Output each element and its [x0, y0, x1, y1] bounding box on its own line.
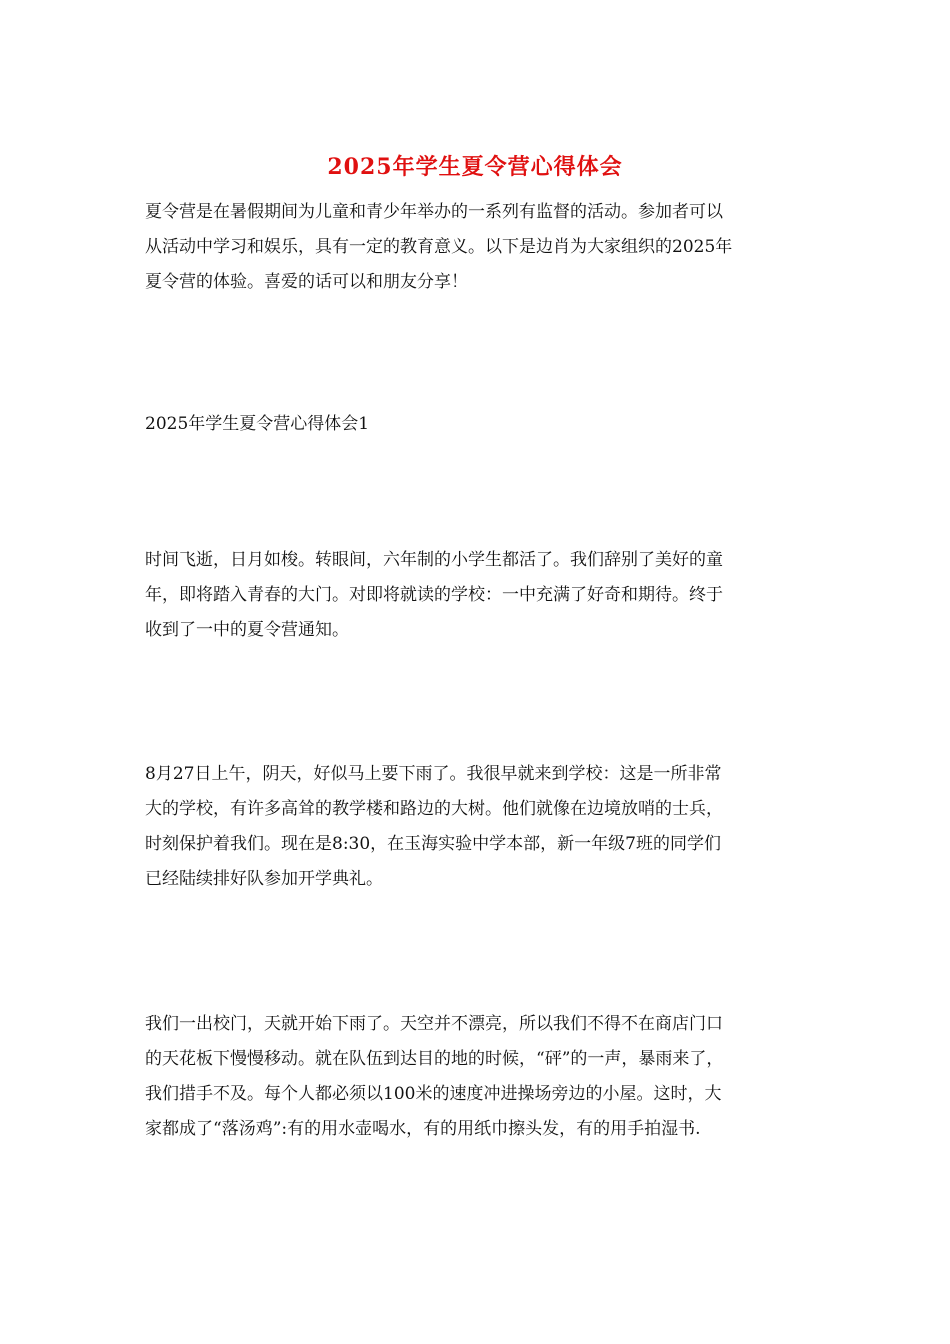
paragraph-line: 已经陆续排好队参加开学典礼。 [145, 869, 383, 889]
body-paragraph-3 [145, 1007, 810, 1147]
body-paragraph-2 [145, 757, 810, 897]
paragraph-line: 从活动中学习和娱乐，具有一定的教育意义。以下是边肖为大家组织的2025年 [145, 237, 733, 257]
paragraph-line: 年，即将踏入青春的大门。对即将就读的学校：一中充满了好奇和期待。终于 [145, 585, 723, 605]
paragraph-line: 夏令营是在暑假期间为儿童和青少年举办的一系列有监督的活动。参加者可以 [145, 202, 723, 222]
intro-paragraph [145, 195, 810, 300]
section-heading [145, 407, 810, 442]
paragraph-line: 家都成了“落汤鸡”:有的用水壶喝水，有的用纸巾擦头发，有的用手拍湿书. [145, 1119, 701, 1139]
body-paragraph-1 [145, 543, 810, 648]
section-heading-text: 2025年学生夏令营心得体会1 [145, 414, 370, 434]
paragraph-line: 我们一出校门，天就开始下雨了。天空并不漂亮，所以我们不得不在商店门口 [145, 1014, 723, 1034]
paragraph-line: 时间飞逝，日月如梭。转眼间，六年制的小学生都活了。我们辞别了美好的童 [145, 550, 723, 570]
paragraph-line: 夏令营的体验。喜爱的话可以和朋友分享！ [145, 272, 468, 292]
paragraph-line: 时刻保护着我们。现在是8:30，在玉海实验中学本部，新一年级7班的同学们 [145, 834, 721, 854]
document-title: 2025年学生夏令营心得体会 [327, 154, 623, 180]
paragraph-line: 我们措手不及。每个人都必须以100米的速度冲进操场旁边的小屋。这时，大 [145, 1084, 722, 1104]
paragraph-line: 收到了一中的夏令营通知。 [145, 620, 349, 640]
paragraph-line: 大的学校，有许多高耸的教学楼和路边的大树。他们就像在边境放哨的士兵， [145, 799, 723, 819]
paragraph-line: 8月27日上午，阴天，好似马上要下雨了。我很早就来到学校：这是一所非常 [145, 764, 722, 784]
paragraph-line: 的天花板下慢慢移动。就在队伍到达目的地的时候，“砰”的一声，暴雨来了， [145, 1049, 724, 1069]
